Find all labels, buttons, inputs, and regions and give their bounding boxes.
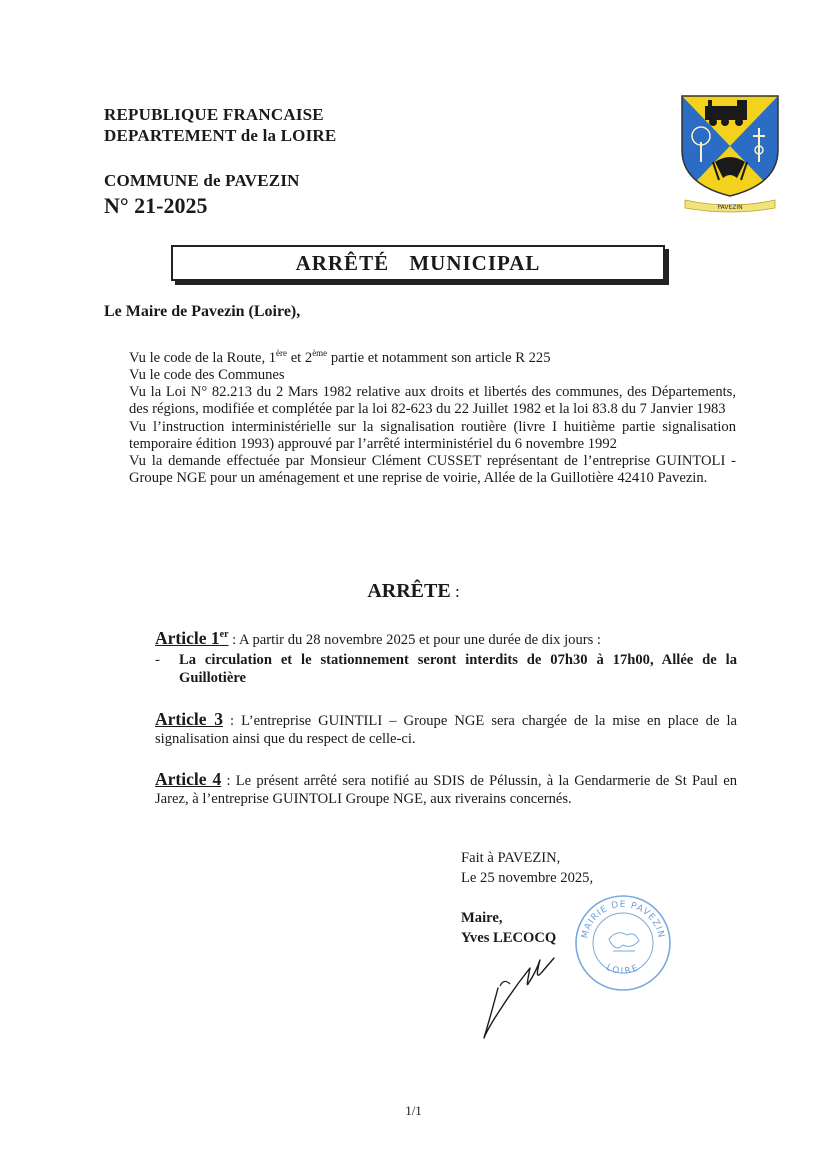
document-title: ARRÊTÉ MUNICIPAL	[295, 251, 541, 275]
article-3	[155, 710, 737, 748]
considerant-4: Vu l’instruction interministérielle sur la signalisation routière (livre I huitième partie signalisation temporaire édition 1993) approuvé par l’arrêté interministériel du 6 novembre 1992	[129, 418, 736, 452]
article-1	[155, 626, 737, 687]
considerant-1-b: et 2	[287, 349, 313, 366]
decree-number: N° 21-2025	[104, 193, 208, 218]
arrete-word: ARRÊTE	[367, 580, 451, 602]
article-1-bullet	[155, 651, 737, 687]
article-4-text: : Le présent arrêté sera notifié au SDIS de Pélussin, à la Gendarmerie de St Paul en Jarez, à l’entreprise GUINTOLI Groupe NGE, aux riverains concernés.	[155, 773, 738, 807]
considerant-3: Vu la Loi N° 82.213 du 2 Mars 1982 relative aux droits et libertés des communes, des Départements, des régions, modifiée et complétée par la loi 82-623 du 22 Juillet 1982 et la loi 83.8 du 7 Janvier 1983	[129, 384, 736, 418]
mayor-lead: Le Maire de Pavezin (Loire),	[104, 303, 301, 320]
considerant-1-a: Vu le code de la Route, 1	[129, 349, 277, 366]
title-box	[171, 245, 665, 281]
article-1-bullet-text: La circulation et le stationnement seront interdits de 07h30 à 17h00, Allée de la Guillotière	[179, 651, 737, 686]
article-3-text: : L’entreprise GUINTILI – Groupe NGE sera chargée de la mise en place de la signalisation ainsi que du respect de celle-ci.	[155, 713, 737, 747]
considerant-2: Vu le code des Communes	[129, 367, 285, 384]
crest-shield-icon	[675, 92, 785, 214]
svg-text:LOIRE: LOIRE	[604, 962, 642, 978]
mairie-stamp	[573, 893, 673, 993]
article-3-title: Article 3	[155, 709, 224, 729]
article-4-title: Article 4	[155, 769, 222, 789]
arrete-colon: :	[450, 582, 460, 601]
signature-scribble-icon	[470, 948, 580, 1048]
article-1-text: : A partir du 28 novembre 2025 et pour une durée de dix jours :	[228, 631, 601, 648]
crest-banner: PAVEZIN	[717, 204, 743, 211]
stamp-seal-icon	[573, 893, 673, 993]
considerants-block	[129, 345, 736, 487]
bullet-dash: -	[155, 651, 160, 668]
commune-heading: COMMUNE de PAVEZIN	[104, 171, 300, 190]
signature-name: Yves LECOCQ	[461, 930, 557, 946]
considerant-1	[129, 345, 736, 367]
handwritten-signature	[470, 948, 580, 1048]
commune-crest	[675, 92, 785, 214]
sup-2: ème	[312, 348, 328, 358]
article-4	[155, 770, 737, 808]
republic-heading: REPUBLIQUE FRANCAISE	[104, 105, 324, 124]
signature-place: Fait à PAVEZIN,	[461, 850, 561, 866]
arrete-heading	[0, 580, 827, 603]
considerant-1-c: partie et notamment son article R 225	[327, 349, 551, 366]
considerant-5: Vu la demande effectuée par Monsieur Clément CUSSET représentant de l’entreprise GUINTOLI - Groupe NGE pour un aménagement et une reprise de voirie, Allée de la Guillotière 42410 Pavezin.	[129, 453, 736, 487]
signature-role: Maire,	[461, 910, 503, 926]
sup-1: ère	[276, 348, 288, 358]
article-1-line	[155, 626, 737, 649]
signature-date: Le 25 novembre 2025,	[461, 870, 594, 886]
department-heading: DEPARTEMENT de la LOIRE	[104, 126, 337, 145]
article-1-title: Article 1er	[155, 627, 229, 648]
svg-text:MAIRIE DE PAVEZIN: MAIRIE DE PAVEZIN	[580, 899, 666, 940]
page-number: 1/1	[405, 1103, 422, 1118]
